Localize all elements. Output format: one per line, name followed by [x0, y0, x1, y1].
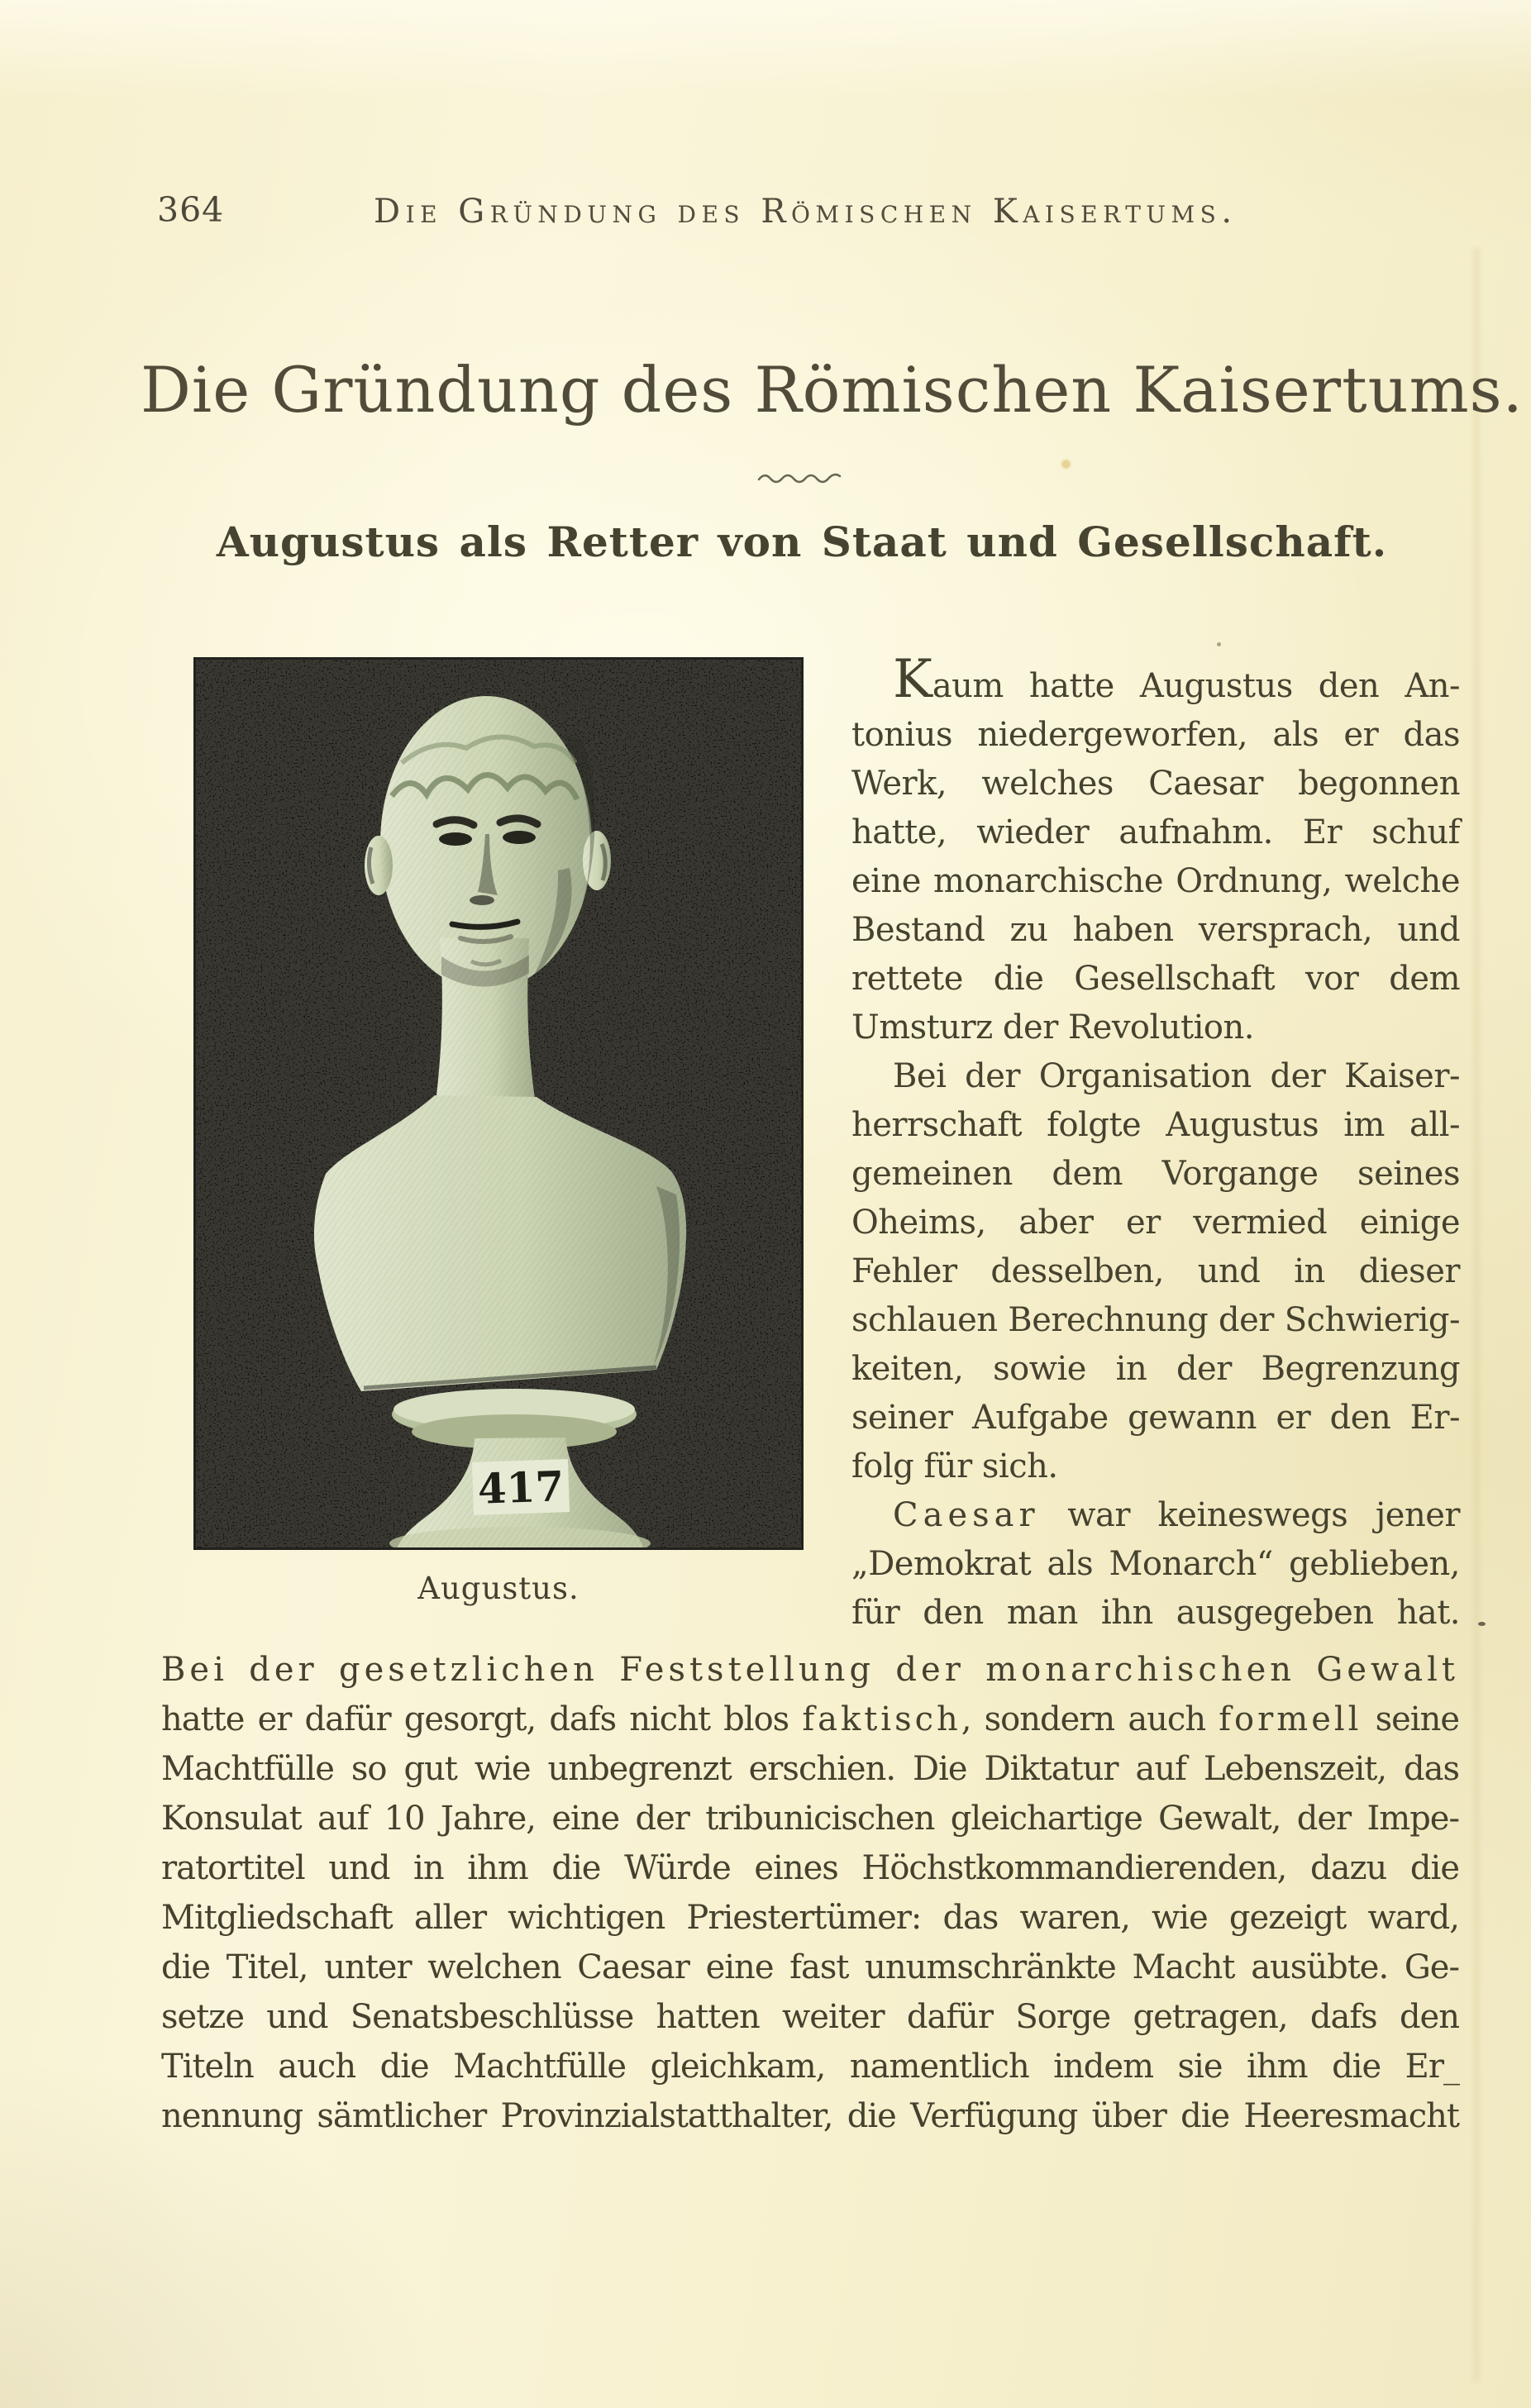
text-line: nennung sämtlicher Provinzialstatthalter, die Verfügung über die Heeresmacht [161, 2097, 1459, 2135]
text-line [161, 1695, 1459, 1744]
ink-speck [1478, 1622, 1486, 1626]
augustus-bust-photo [193, 657, 804, 1550]
text-segment: hatte er dafür gesorgt, dafs nicht blos [161, 1700, 803, 1738]
text-line: rettete die Gesellschaft vor dem [851, 960, 1460, 998]
text-line: für den man ihn ausgegeben hat. [851, 1594, 1460, 1632]
text-line: hatte, wieder aufnahm. Er schuf [851, 813, 1460, 851]
text-line: Konsulat auf 10 Jahre, eine der tribunicischen gleichartige Gewalt, der Impe- [161, 1800, 1459, 1838]
text-segment: seine [1362, 1700, 1460, 1738]
letterspaced-word: faktisch [802, 1700, 961, 1738]
letterspaced-word: Caesar [893, 1496, 1040, 1534]
text-line: Werk, welches Caesar begonnen [851, 765, 1460, 803]
section-subtitle: Augustus als Retter von Staat und Gesellschaft. [216, 517, 1388, 566]
letterspaced-word: formell [1219, 1700, 1362, 1738]
running-header: Die Gründung des Römischen Kaisertums. [374, 193, 1238, 231]
paper-crease [1473, 248, 1480, 2381]
text-line: Mitgliedschaft aller wichtigen Priestertümer: das waren, wie gezeigt ward, [161, 1899, 1459, 1937]
right-text-column [851, 649, 1460, 1638]
text-line: herrschaft folgte Augustus im all- [851, 1106, 1460, 1144]
paper-sheen [0, 0, 1531, 99]
text-line: Titeln auch die Machtfülle gleichkam, namentlich indem sie ihm die Er_ [161, 2048, 1459, 2086]
chapter-title: Die Gründung des Römischen Kaisertums. [141, 353, 1524, 427]
museum-number-plate [472, 1459, 570, 1515]
text-line: Umsturz der Revolution. [851, 1008, 1254, 1047]
text-line [851, 1491, 1460, 1540]
museum-number-label: 417 [476, 1461, 565, 1514]
text-line [851, 649, 1460, 711]
text-line: gemeinen dem Vorgange seines [851, 1155, 1460, 1193]
full-width-paragraph [161, 1645, 1459, 2141]
text-line: folg für sich. [851, 1447, 1058, 1485]
text-line: tonius niedergeworfen, als er das [851, 716, 1460, 754]
text-line: „Demokrat als Monarch“ geblieben, [851, 1545, 1460, 1583]
text-line: Bei der Organisation der Kaiser- [893, 1057, 1460, 1095]
text-line: ratortitel und in ihm die Würde eines Höchstkommandierenden, dazu die [161, 1849, 1459, 1887]
photo-caption: Augustus. [417, 1571, 579, 1606]
page-number: 364 [157, 190, 225, 230]
text-line: seiner Aufgabe gewann er den Er- [851, 1399, 1460, 1437]
text-line: eine monarchische Ordnung, welche [851, 862, 1460, 900]
bust-photo-graphic [193, 657, 804, 1550]
text-line-rest: aum hatte Augustus den An- [932, 667, 1460, 705]
text-line: Bestand zu haben versprach, und [851, 911, 1460, 949]
text-line-rest: war keineswegs jener [1039, 1496, 1460, 1534]
ink-speck [1217, 642, 1221, 646]
text-line: Fehler desselben, und in dieser [851, 1252, 1460, 1290]
drop-cap-initial: K [893, 649, 932, 710]
text-line: Oheims, aber er vermied einige [851, 1204, 1460, 1242]
text-segment: , sondern auch [961, 1700, 1219, 1738]
squiggle-ornament-icon [141, 468, 1463, 486]
text-line: schlauen Berechnung der Schwierig- [851, 1301, 1460, 1339]
text-line: Bei der gesetzlichen Feststellung der monarchischen Gewalt [161, 1651, 1459, 1689]
text-line: setze und Senatsbeschlüsse hatten weiter dafür Sorge getragen, dafs den [161, 1998, 1459, 2036]
text-line: Machtfülle so gut wie unbegrenzt erschien. Die Diktatur auf Lebenszeit, das [161, 1750, 1459, 1788]
text-line: keiten, sowie in der Begrenzung [851, 1350, 1460, 1388]
text-line: die Titel, unter welchen Caesar eine fast unumschränkte Macht ausübte. Ge- [161, 1948, 1459, 1986]
